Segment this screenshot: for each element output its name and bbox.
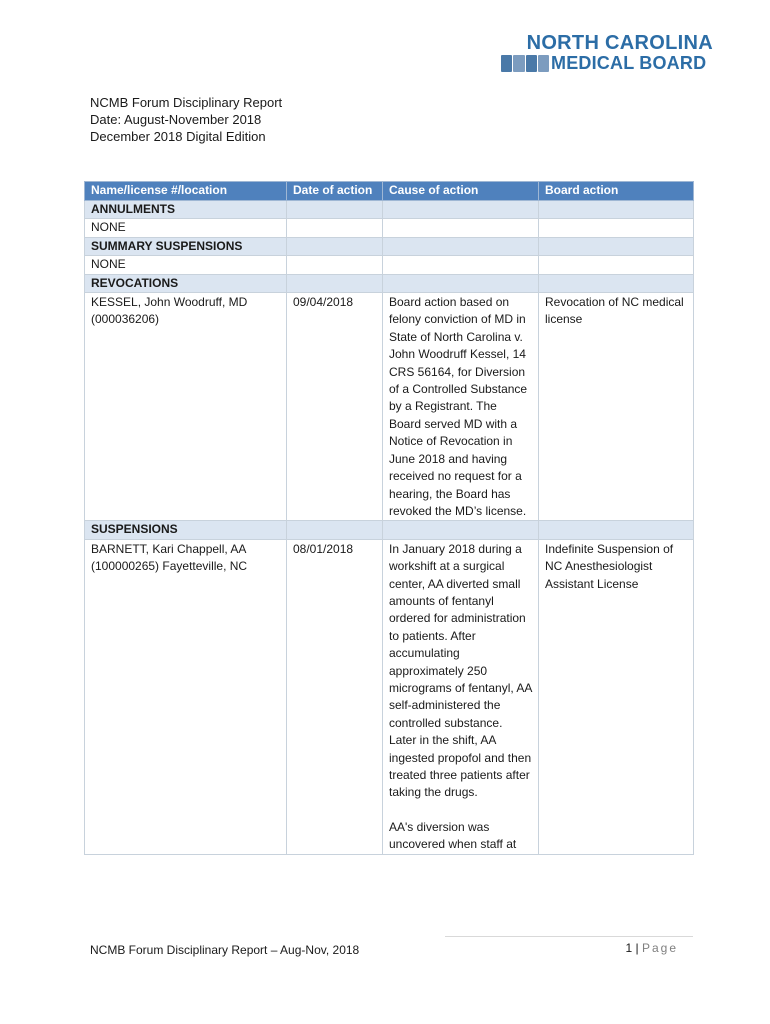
footer-report-title: NCMB Forum Disciplinary Report – Aug-Nov, 2018 [90,943,360,957]
table-row [85,256,694,274]
section-row-annulments [85,201,694,219]
table-header-row [85,182,694,201]
page-separator: | [635,941,639,955]
section-label: SUSPENSIONS [85,521,287,539]
ncmb-logo [501,32,713,74]
logo-text-north-carolina: NORTH CAROLINA [526,32,713,54]
report-heading [90,94,282,145]
section-label: ANNULMENTS [85,201,287,219]
report-date: Date: August-November 2018 [90,112,262,127]
table-row [85,219,694,237]
page-number: 1 [625,941,633,955]
section-row-summary-suspensions [85,237,694,255]
licensee-cell [85,293,287,521]
board-action: Revocation of NC medical license [539,293,694,521]
report-edition: December 2018 Digital Edition [90,129,266,144]
action-date: 09/04/2018 [287,293,383,521]
page-label: Page [641,941,678,955]
none-value: NONE [85,256,287,274]
cause-paragraph-2: AA's diversion was uncovered when staff at [389,819,517,852]
licensee-number-location: (100000265) Fayetteville, NC [91,559,248,574]
logo-emblem-icon [501,55,549,72]
section-label: SUMMARY SUSPENSIONS [85,237,287,255]
table-row [85,539,694,854]
report-title: NCMB Forum Disciplinary Report [90,95,283,110]
cause-of-action: Board action based on felony conviction of MD in State of North Carolina v. John Woodruff Kessel, 14 CRS 56164, for Diversion of a Controlled Substance by a Registrant. The Board served MD with a Notice of Revocation in June 2018 and having received no request for a hearing, the Board has revoked the MD’s license. [383,293,539,521]
header-board-action: Board action [539,182,694,201]
section-row-suspensions [85,521,694,539]
licensee-name: BARNETT, Kari Chappell, AA [91,541,247,556]
header-name: Name/license #/location [85,182,287,201]
section-row-revocations [85,274,694,292]
licensee-name: KESSEL, John Woodruff, MD [91,295,248,310]
action-date: 08/01/2018 [287,539,383,854]
licensee-number: (000036206) [91,312,160,327]
cause-paragraph-1: In January 2018 during a workshift at a surgical center, AA diverted small amounts of fentanyl ordered for administration to patients. After accumulating approximately 250 micrograms of fentanyl, AA self-administered the controlled substance. Later in the shift, AA ingested propofol and then treated three patients after taking the drugs. [389,541,532,800]
table-row [85,293,694,521]
cause-of-action [383,539,539,854]
none-value: NONE [85,219,287,237]
licensee-cell [85,539,287,854]
page-number-footer [600,941,678,955]
logo-text-medical-board: MEDICAL BOARD [551,53,707,73]
board-action: Indefinite Suspension of NC Anesthesiologist Assistant License [539,539,694,854]
footer-divider [445,936,693,937]
section-label: REVOCATIONS [85,274,287,292]
header-date: Date of action [287,182,383,201]
disciplinary-table [84,181,694,855]
header-cause: Cause of action [383,182,539,201]
